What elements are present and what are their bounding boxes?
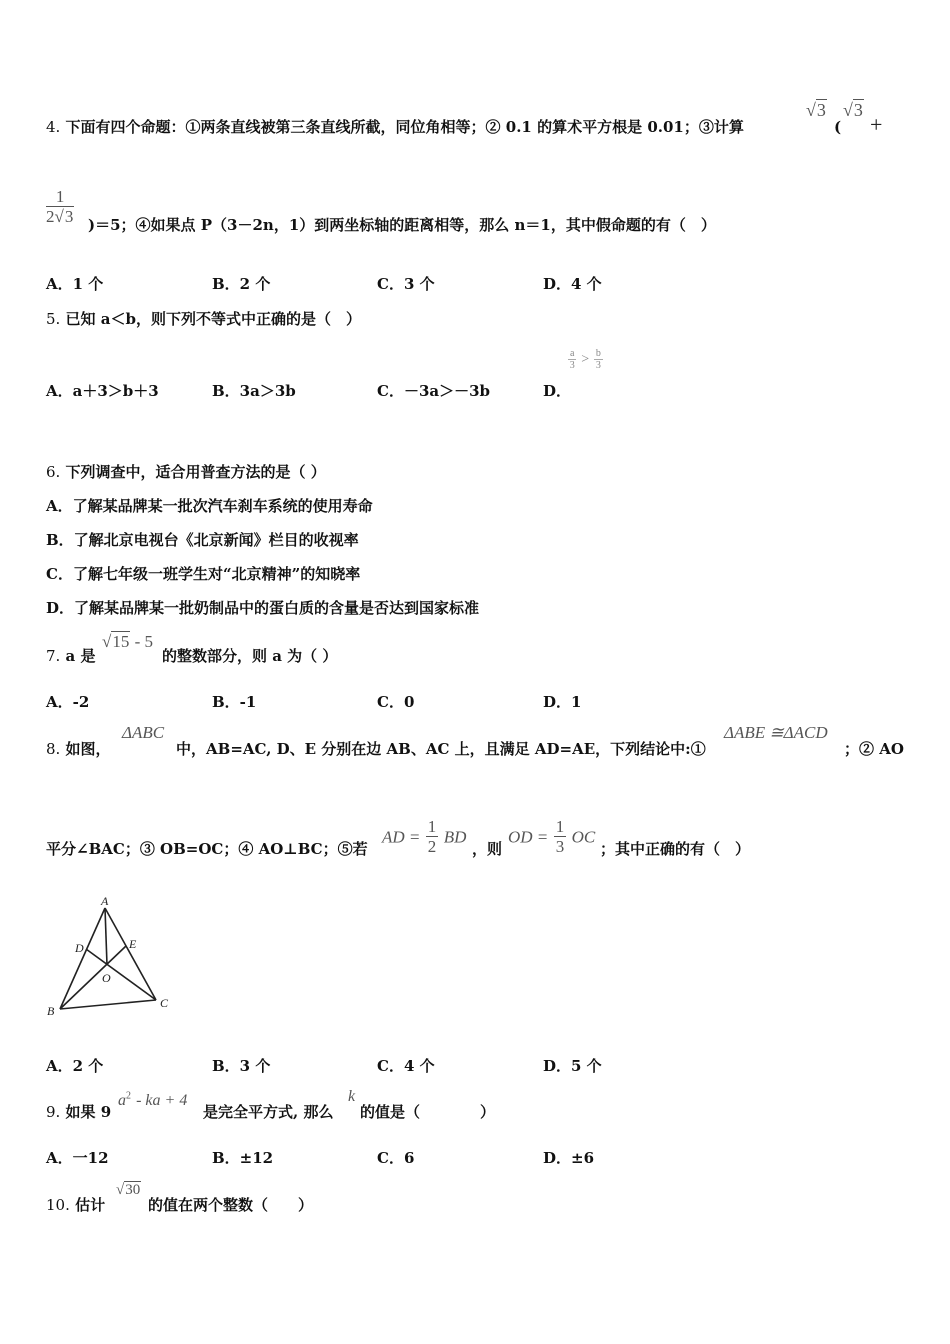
- q8-option-c: C．4 个: [377, 1057, 435, 1075]
- q4-line1: [46, 116, 744, 137]
- label-b: B: [47, 1004, 55, 1018]
- label-c: C: [160, 996, 169, 1010]
- q8-ad-bd: AD = $\frac{1}{2}$ BD: [382, 817, 467, 856]
- q4-option-a: A．1 个: [46, 275, 104, 293]
- q6-option-d: D．了解某品牌某一批奶制品中的蛋白质的含量是否达到国家标准: [46, 599, 480, 617]
- q5-option-d: D．: [543, 382, 572, 400]
- q10-sqrt30: √30: [116, 1182, 141, 1198]
- q9-option-b: B．±12: [212, 1149, 274, 1167]
- q8-line2-a: 平分∠BAC；③ OB=OC；④ AO⊥BC；⑤若: [46, 840, 368, 858]
- q8-then: ，则: [472, 840, 503, 858]
- q8-triangle-figure: [40, 890, 180, 1020]
- label-o: O: [102, 971, 111, 985]
- q4-paren-open: (: [834, 118, 842, 136]
- q10-text-b: 的值在两个整数（ ）: [148, 1196, 314, 1214]
- q9-text-c: 的值是（ ）: [360, 1103, 496, 1121]
- q8-od-oc: OD = $\frac{1}{3}$ OC: [508, 817, 596, 856]
- q9-number: 9.: [46, 1103, 61, 1121]
- q9-line-a: [46, 1101, 111, 1122]
- q5-d-expression: $\frac{a}{3}$ > $\frac{b}{3}$: [569, 348, 601, 371]
- q6-option-b: B．了解北京电视台《北京新闻》栏目的收视率: [46, 531, 359, 549]
- side-bc: [60, 1000, 156, 1009]
- segment-ao: [105, 908, 107, 965]
- q4-text-a: 下面有四个命题：①两条直线被第三条直线所截，同位角相等；② 0.1 的算术平方根是 0.01；③计算: [65, 118, 744, 136]
- q9-text-b: 是完全平方式, 那么: [203, 1103, 334, 1121]
- q7-expression: √15 - 5: [102, 632, 154, 651]
- q8-text-a: 如图，: [65, 740, 111, 758]
- q6-option-c: C．了解七年级一班学生对“北京精神”的知晓率: [46, 565, 361, 583]
- q10-text-a: 估计: [75, 1196, 106, 1214]
- q10-number: 10.: [46, 1196, 70, 1214]
- q10-line-a: [46, 1194, 105, 1215]
- q6-text: 下列调查中，适合用普查方法的是（ ）: [65, 463, 326, 481]
- q6-option-a: A．了解某品牌某一批次汽车刹车系统的使用寿命: [46, 497, 373, 515]
- side-ac: [105, 908, 156, 1000]
- q7-option-a: A．-2: [46, 693, 90, 711]
- q6-line: [46, 461, 326, 482]
- label-e: E: [129, 937, 137, 951]
- q9-option-a: A．一12: [46, 1149, 109, 1167]
- q5-option-c: C．－3a＞－3b: [377, 382, 491, 400]
- q8-congruent: ΔABE ≅ΔACD: [724, 723, 828, 742]
- q9-text-a: 如果 9: [65, 1103, 112, 1121]
- q5-number: 5.: [46, 310, 61, 328]
- q8-option-d: D．5 个: [543, 1057, 602, 1075]
- q8-text-b: 中，AB=AC, D、E 分别在边 AB、AC 上，且满足 AD=AE，下列结论中:①: [176, 740, 706, 758]
- q4-option-b: B．2 个: [212, 275, 271, 293]
- q8-line2-end: ；其中正确的有（ ）: [600, 840, 751, 858]
- q9-option-c: C．6: [377, 1149, 415, 1167]
- q9-expression: $a^2$ - ka + 4: [118, 1090, 188, 1109]
- q5-option-a: A．a＋3＞b＋3: [46, 382, 159, 400]
- q4-option-d: D．4 个: [543, 275, 602, 293]
- q6-number: 6.: [46, 463, 61, 481]
- label-d: D: [75, 941, 84, 955]
- q7-text-b: 的整数部分，则 a 为（ ）: [162, 647, 338, 665]
- q4-number: 4.: [46, 118, 61, 136]
- q4-fraction: $\frac{1}{2√3}$: [46, 187, 74, 226]
- q8-option-b: B．3 个: [212, 1057, 271, 1075]
- segment-be: [60, 946, 126, 1009]
- q8-number: 8.: [46, 740, 61, 758]
- label-a: A: [101, 894, 109, 908]
- q4-option-c: C．3 个: [377, 275, 435, 293]
- q7-option-b: B．-1: [212, 693, 257, 711]
- q4-sqrt3-a: √3: [806, 100, 826, 120]
- q8-option-a: A．2 个: [46, 1057, 104, 1075]
- q8-triangle-abc: ΔABC: [122, 723, 165, 742]
- q8-text-c: ；② AO: [844, 740, 904, 758]
- q7-option-d: D．1: [543, 693, 582, 711]
- q9-k: k: [348, 1088, 356, 1105]
- q4-plus: +: [870, 112, 883, 137]
- q5-text: 已知 a＜b，则下列不等式中正确的是（ ）: [65, 310, 361, 328]
- q7-option-c: C．0: [377, 693, 415, 711]
- q5-line: [46, 308, 361, 329]
- q7-text-a: a 是: [65, 647, 96, 665]
- q5-option-b: B．3a＞3b: [212, 382, 296, 400]
- q8-line1-a: [46, 738, 111, 759]
- q9-option-d: D．±6: [543, 1149, 595, 1167]
- q4-sqrt3-b: √3: [843, 100, 863, 120]
- q7-number: 7.: [46, 647, 61, 665]
- q7-line-a: [46, 645, 96, 666]
- q4-text-b: )＝5；④如果点 P（3－2n，1）到两坐标轴的距离相等，那么 n＝1，其中假命题的有（ ）: [88, 216, 716, 234]
